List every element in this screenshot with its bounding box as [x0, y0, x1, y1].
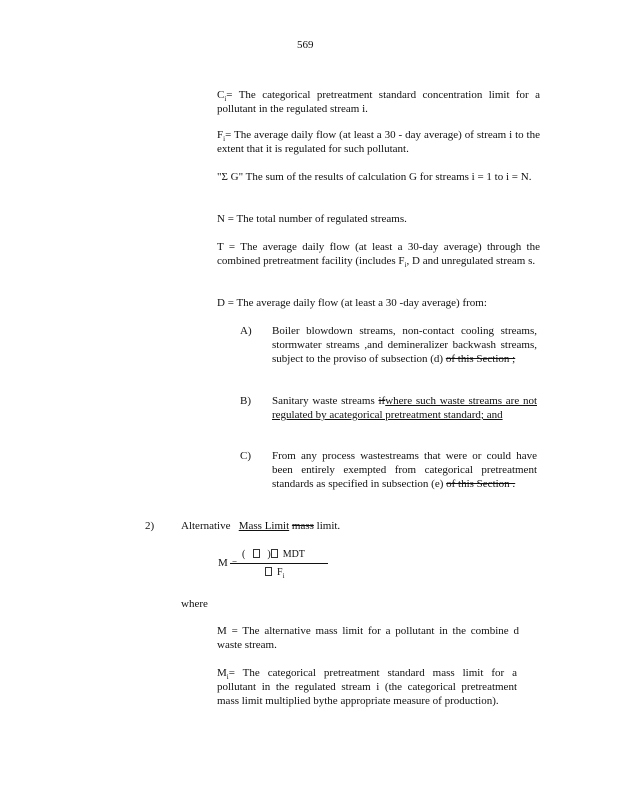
section-number: 2) — [145, 520, 155, 532]
list-item-text — [272, 394, 537, 422]
list-item-b-text-post: where such waste streams are not regulated by acategorical pretreatment standard; and — [272, 395, 537, 421]
definition-mi-text: = The categorical pretreatment standard mass limit for a pollutant in the regulated stream i (the categorical pretreatment mass limit multiplied bythe appropriate measure of production). — [217, 667, 517, 707]
symbol-f: F — [217, 129, 224, 141]
fraction-bar — [230, 563, 328, 564]
formula-denominator — [265, 566, 285, 580]
definition-t-text-2: , D and unregulated stream s. — [406, 255, 536, 267]
definition-m: M = The alternative mass limit for a pollutant in the combine d waste stream. — [217, 625, 519, 651]
list-item-label: C) — [240, 450, 251, 462]
page-number: 569 — [297, 39, 314, 51]
struck-text: of this Section . — [446, 478, 516, 490]
struck-text: mass — [291, 520, 314, 532]
section-heading-underlined: Mass Limit — [238, 520, 290, 532]
list-item-text — [272, 449, 537, 491]
definition-t-text-1: T = The average daily flow (at least a 30-day average) through the combined pretreatment facility (includes F — [217, 241, 540, 267]
definition-n: N = The total number of regulated streams. — [217, 213, 407, 225]
numerator-text: MDT — [282, 549, 305, 560]
formula-lhs: M — [218, 557, 228, 569]
formula-equals: = — [232, 558, 238, 568]
numerator-close-paren: ) — [267, 549, 271, 560]
subscript-i: i — [404, 261, 407, 270]
section-heading-tail: limit. — [316, 520, 341, 532]
struck-text: if — [378, 395, 386, 407]
subscript-i: i — [223, 135, 226, 144]
mass-limit-formula — [218, 550, 328, 586]
list-item-c-text: From any process wastestreams that were or could have been entirely exempted from categorical pretreatment standards as specified in subsection (e) — [272, 450, 537, 490]
list-item-a-text: Boiler blowdown streams, non-contact cooling streams, stormwater streams ,and demineralizer backwash streams, subject to the proviso of subsection (d) — [272, 325, 537, 365]
symbol-c: C — [217, 89, 225, 101]
definition-d: D = The average daily flow (at least a 30 -day average) from: — [217, 297, 487, 309]
list-item-label: A) — [240, 325, 252, 337]
symbol-m: M — [217, 667, 227, 679]
struck-text: of this Section ; — [445, 353, 516, 365]
numerator-open-paren: ( — [242, 549, 246, 560]
denominator-symbol: F — [277, 567, 283, 578]
list-item-label: B) — [240, 395, 251, 407]
definition-fi — [217, 128, 540, 156]
list-item-b-text-pre: Sanitary waste streams — [272, 395, 375, 407]
definition-mi — [217, 666, 517, 708]
list-item-text — [272, 324, 537, 366]
definition-fi-text: = The average daily flow (at least a 30 - day average) of stream i to the extent that it is regulated for such pollutant. — [217, 129, 540, 155]
subscript-i: i — [226, 673, 229, 682]
placeholder-symbol-icon — [253, 549, 260, 558]
subscript-i: i — [282, 572, 285, 580]
placeholder-symbol-icon — [271, 549, 278, 558]
definition-t — [217, 240, 540, 268]
subscript-i: i — [224, 95, 227, 104]
section-heading — [181, 519, 340, 533]
definition-ci — [217, 88, 540, 116]
where-label: where — [181, 598, 208, 610]
formula-numerator — [242, 548, 305, 562]
placeholder-symbol-icon — [265, 567, 272, 576]
definition-ci-text: = The categorical pretreatment standard concentration limit for a pollutant in the regulated stream i. — [217, 89, 540, 115]
section-heading-lead: Alternative — [181, 520, 231, 532]
definition-sum-g: "Σ G" The sum of the results of calculation G for streams i = 1 to i = N. — [217, 171, 532, 183]
